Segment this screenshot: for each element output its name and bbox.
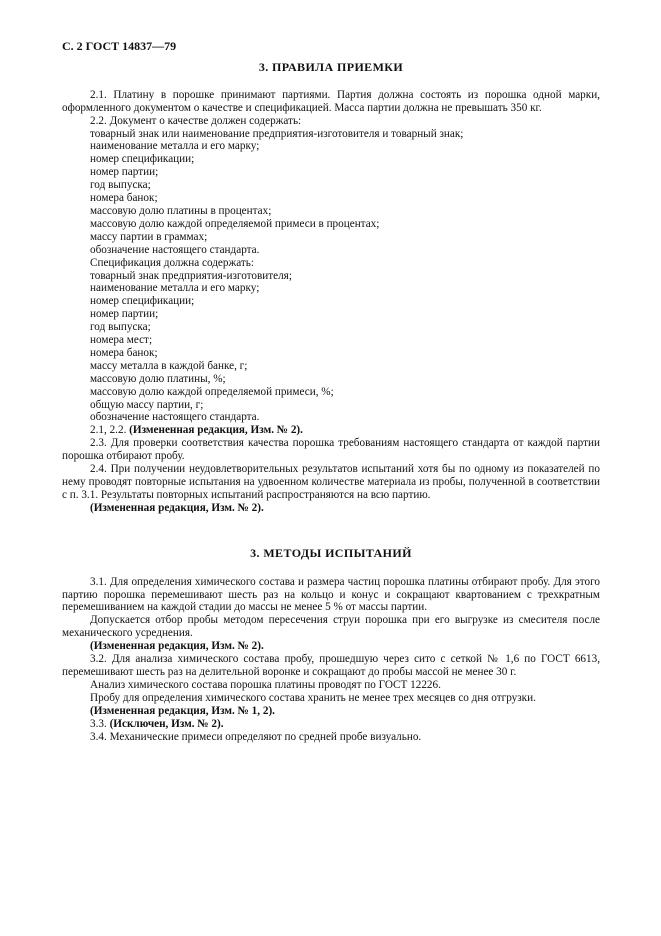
list-item: номера мест; [90,334,153,347]
list-item: год выпуска; [90,179,151,192]
paragraph-2-2: 2.2. Документ о качестве должен содержать: [90,114,302,127]
amendment-note: (Измененная редакция, Изм. № 2). [129,424,303,437]
paragraph-3-1: 3.1. Для определения химического состава и размера частиц порошка платины отбирают пробу. Для этого партию порошка перемешивают шесть раз на кольцо и конус и сокращают квартованием с трехкратным перемешиванием на каждой стадии до массы не менее 5 % от массы партии. [62,575,600,614]
list-item: наименование металла и его марку; [90,282,260,295]
amendment-note: (Измененная редакция, Изм. № 1, 2). [90,704,275,717]
list-item: товарный знак или наименование предприятия-изготовителя и товарный знак; [90,127,464,140]
paragraph-3-2-b: Анализ химического состава порошка платины проводят по ГОСТ 12226. [90,678,441,691]
list-item: обозначение настоящего стандарта. [90,411,260,424]
specification-list [62,270,600,425]
list-item: массовую долю каждой определяемой примеси в процентах; [90,217,380,230]
list-item: массовую долю каждой определяемой примеси, %; [90,385,334,398]
list-item: массу партии в граммах; [90,230,208,243]
list-item: массовую долю платины в процентах; [90,204,272,217]
list-item: год выпуска; [90,321,151,334]
page-header: С. 2 ГОСТ 14837—79 [62,39,177,53]
paragraph-3-2-c: Пробу для определения химического состава хранить не менее трех месяцев со дня отгрузки. [90,691,536,704]
section-title-acceptance: 3. ПРАВИЛА ПРИЕМКИ [258,59,404,74]
list-item: наименование металла и его марку; [90,140,260,153]
paragraph-2-1: 2.1. Платину в порошке принимают партиями. Партия должна состоять из порошка одной марки, оформленного документом о качестве и спецификацией. Масса партии должна не превышать 350 кг. [62,88,600,114]
paragraph-3-3-ref: 3.3. [90,717,107,730]
paragraph-3-1-b: Допускается отбор пробы методом пересечения струи порошка при его выгрузке из смесителя после механического усреднения. [62,614,600,640]
paragraph-3-3 [62,718,600,731]
amendment-3-2 [62,705,600,718]
paragraph-3-3-note: (Исключен, Изм. № 2). [109,717,224,730]
list-item: массу металла в каждой банке, г; [90,359,248,372]
quality-document-list [62,128,600,257]
list-item: массовую долю платины, %; [90,372,226,385]
list-item: обозначение настоящего стандарта. [90,243,260,256]
amendment-2-1-2-2 [62,424,600,437]
list-item: номера банок; [90,346,158,359]
list-item: номер партии; [90,166,159,179]
document-page [62,40,600,743]
list-item: общую массу партии, г; [90,398,204,411]
section-title-test-methods: 3. МЕТОДЫ ИСПЫТАНИЙ [250,545,412,560]
spec-intro: Спецификация должна содержать: [90,256,254,269]
amendment-ref: 2.1, 2.2. [90,424,127,437]
amendment-note: (Измененная редакция, Изм. № 2). [90,640,264,653]
amendment-2-4 [62,502,600,515]
amendment-3-1 [62,640,600,653]
list-item: номер спецификации; [90,295,195,308]
paragraph-3-2: 3.2. Для анализа химического состава пробу, прошедшую через сито с сеткой № 1,6 по ГОСТ 6613, перемешивают шесть раз на делительной воронке и сокращают до пробы массой не менее 30 г. [62,653,600,678]
paragraph-3-4: 3.4. Механические примеси определяют по средней пробе визуально. [90,730,422,743]
list-item: номера банок; [90,192,158,205]
list-item: номер партии; [90,308,159,321]
list-item: номер спецификации; [90,153,195,166]
paragraph-2-4: 2.4. При получении неудовлетворительных результатов испытаний хотя бы по одному из показателей по нему проводят повторные испытания на удвоенном количестве материала из пробы, полученной в соответствии с п. 3.1. Результаты повторных испытаний распространяются на всю партию. [62,463,600,501]
list-item: товарный знак предприятия-изготовителя; [90,269,292,282]
paragraph-2-3: 2.3. Для проверки соответствия качества порошка требованиям настоящего стандарта от каждой партии порошка отбирают пробу. [62,437,600,463]
amendment-note: (Измененная редакция, Изм. № 2). [90,501,264,514]
